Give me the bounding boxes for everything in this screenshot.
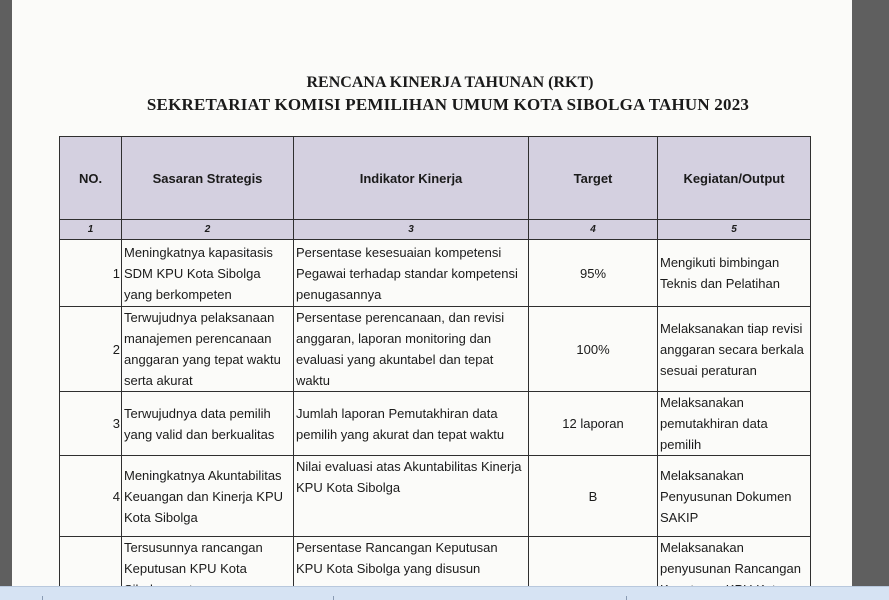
row-number: 2 — [60, 307, 122, 392]
header-kegiatan: Kegiatan/Output — [658, 137, 811, 220]
sasaran-cell: Meningkatnya kapasitasis SDM KPU Kota Sibolga yang berkompeten — [122, 240, 294, 307]
rkt-table — [59, 136, 811, 590]
table-row — [60, 537, 811, 591]
document-subtitle: SEKRETARIAT KOMISI PEMILIHAN UMUM KOTA SIBOLGA TAHUN 2023 — [146, 95, 750, 114]
table-row — [60, 307, 811, 392]
target-cell — [529, 537, 658, 591]
ruler-tick — [626, 596, 627, 600]
column-number: 4 — [529, 220, 658, 240]
header-indikator: Indikator Kinerja — [294, 137, 529, 220]
table-row — [60, 240, 811, 307]
header-sasaran: Sasaran Strategis — [122, 137, 294, 220]
row-number: 3 — [60, 392, 122, 456]
indikator-cell: Persentase Rancangan Keputusan KPU Kota Sibolga yang disusun — [294, 537, 529, 591]
indikator-cell: Persentase kesesuaian kompetensi Pegawai terhadap standar kompetensi penugasannya — [294, 240, 529, 307]
document-title: RENCANA KINERJA TAHUNAN (RKT) — [306, 74, 594, 91]
row-number: 1 — [60, 240, 122, 307]
column-number: 3 — [294, 220, 529, 240]
table-header-row — [60, 137, 811, 220]
target-cell: 100% — [529, 307, 658, 392]
column-number: 2 — [122, 220, 294, 240]
column-number-row — [60, 220, 811, 240]
target-cell: 95% — [529, 240, 658, 307]
viewer-bottom-bar — [0, 586, 889, 600]
sasaran-cell: Tersusunnya rancangan Keputusan KPU Kota — [122, 537, 294, 591]
kegiatan-cell: Melaksanakan penyusunan Rancangan — [658, 537, 811, 591]
sasaran-cell: Meningkatnya Akuntabilitas Keuangan dan Kinerja KPU Kota Sibolga — [122, 456, 294, 537]
kegiatan-cell: Melaksanakan tiap revisi anggaran secara berkala sesuai peraturan — [658, 307, 811, 392]
indikator-cell: Jumlah laporan Pemutakhiran data pemilih yang akurat dan tepat waktu — [294, 392, 529, 456]
target-cell: 12 laporan — [529, 392, 658, 456]
table-row — [60, 392, 811, 456]
kegiatan-cell: Mengikuti bimbingan Teknis dan Pelatihan — [658, 240, 811, 307]
column-number: 1 — [60, 220, 122, 240]
row-number: 4 — [60, 456, 122, 537]
sasaran-cell: Terwujudnya data pemilih yang valid dan berkualitas — [122, 392, 294, 456]
header-no: NO. — [60, 137, 122, 220]
sasaran-cell: Terwujudnya pelaksanaan manajemen perencanaan anggaran yang tepat waktu serta akurat — [122, 307, 294, 392]
column-number: 5 — [658, 220, 811, 240]
row-number — [60, 537, 122, 591]
kegiatan-cell: Melaksanakan pemutakhiran data pemilih — [658, 392, 811, 456]
target-cell: B — [529, 456, 658, 537]
indikator-cell: Nilai evaluasi atas Akuntabilitas Kinerja KPU Kota Sibolga — [294, 456, 529, 537]
document-page — [12, 0, 852, 590]
table-row — [60, 456, 811, 537]
kegiatan-cell: Melaksanakan Penyusunan Dokumen SAKIP — [658, 456, 811, 537]
ruler-tick — [42, 596, 43, 600]
header-target: Target — [529, 137, 658, 220]
indikator-cell: Persentase perencanaan, dan revisi anggaran, laporan monitoring dan evaluasi yang akuntabel dan tepat waktu — [294, 307, 529, 392]
ruler-tick — [333, 596, 334, 600]
